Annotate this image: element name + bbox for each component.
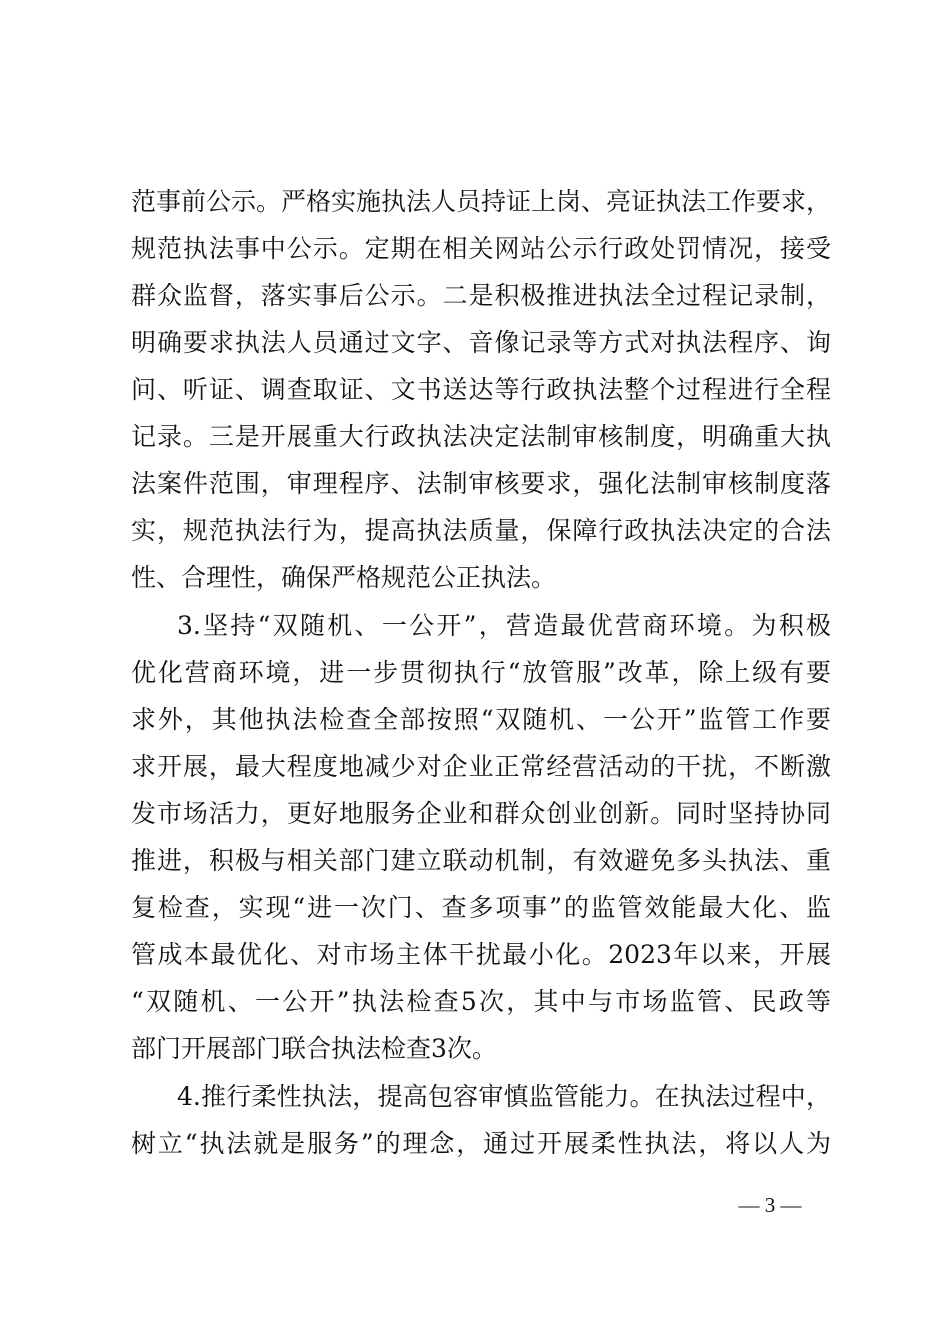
text-line: 4.推行柔性执法，提高包容审慎监管能力。在执法过程中， [177, 1082, 831, 1111]
text-line: 问、听证、调查取证、文书送达等行政执法整个过程进行全程 [131, 375, 831, 404]
text-line: 推进，积极与相关部门建立联动机制，有效避免多头执法、重 [131, 846, 831, 875]
page-number: — 3 — [738, 1193, 802, 1217]
text-line: 优化营商环境，进一步贯彻执行“放管服”改革，除上级有要 [131, 658, 831, 687]
text-line: 范事前公示。严格实施执法人员持证上岗、亮证执法工作要求， [131, 187, 832, 216]
text-line: 3.坚持“双随机、一公开”，营造最优营商环境。为积极 [177, 611, 831, 640]
text-line: 实，规范执法行为，提高执法质量，保障行政执法决定的合法 [131, 516, 831, 545]
text-line: 群众监督，落实事后公示。二是积极推进执法全过程记录制， [131, 281, 831, 310]
text-line: 复检查，实现“进一次门、查多项事”的监管效能最大化、监 [131, 893, 831, 922]
text-line: “双随机、一公开”执法检查5次，其中与市场监管、民政等 [131, 987, 831, 1016]
text-line: 法案件范围，审理程序、法制审核要求，强化法制审核制度落 [131, 469, 831, 498]
text-line: 求开展，最大程度地减少对企业正常经营活动的干扰，不断激 [131, 752, 831, 781]
text-line: 管成本最优化、对市场主体干扰最小化。2023年以来，开展 [131, 940, 831, 969]
text-line: 记录。三是开展重大行政执法决定法制审核制度，明确重大执 [131, 422, 831, 451]
text-line: 部门开展部门联合执法检查3次。 [131, 1034, 497, 1063]
text-line: 明确要求执法人员通过文字、音像记录等方式对执法程序、询 [131, 328, 831, 357]
text-line: 求外，其他执法检查全部按照“双随机、一公开”监管工作要 [131, 705, 831, 734]
text-line: 树立“执法就是服务”的理念，通过开展柔性执法，将以人为 [131, 1129, 831, 1158]
text-line: 发市场活力，更好地服务企业和群众创业创新。同时坚持协同 [131, 799, 831, 828]
text-line: 规范执法事中公示。定期在相关网站公示行政处罚情况，接受 [131, 234, 831, 263]
text-line: 性、合理性，确保严格规范公正执法。 [131, 563, 557, 592]
